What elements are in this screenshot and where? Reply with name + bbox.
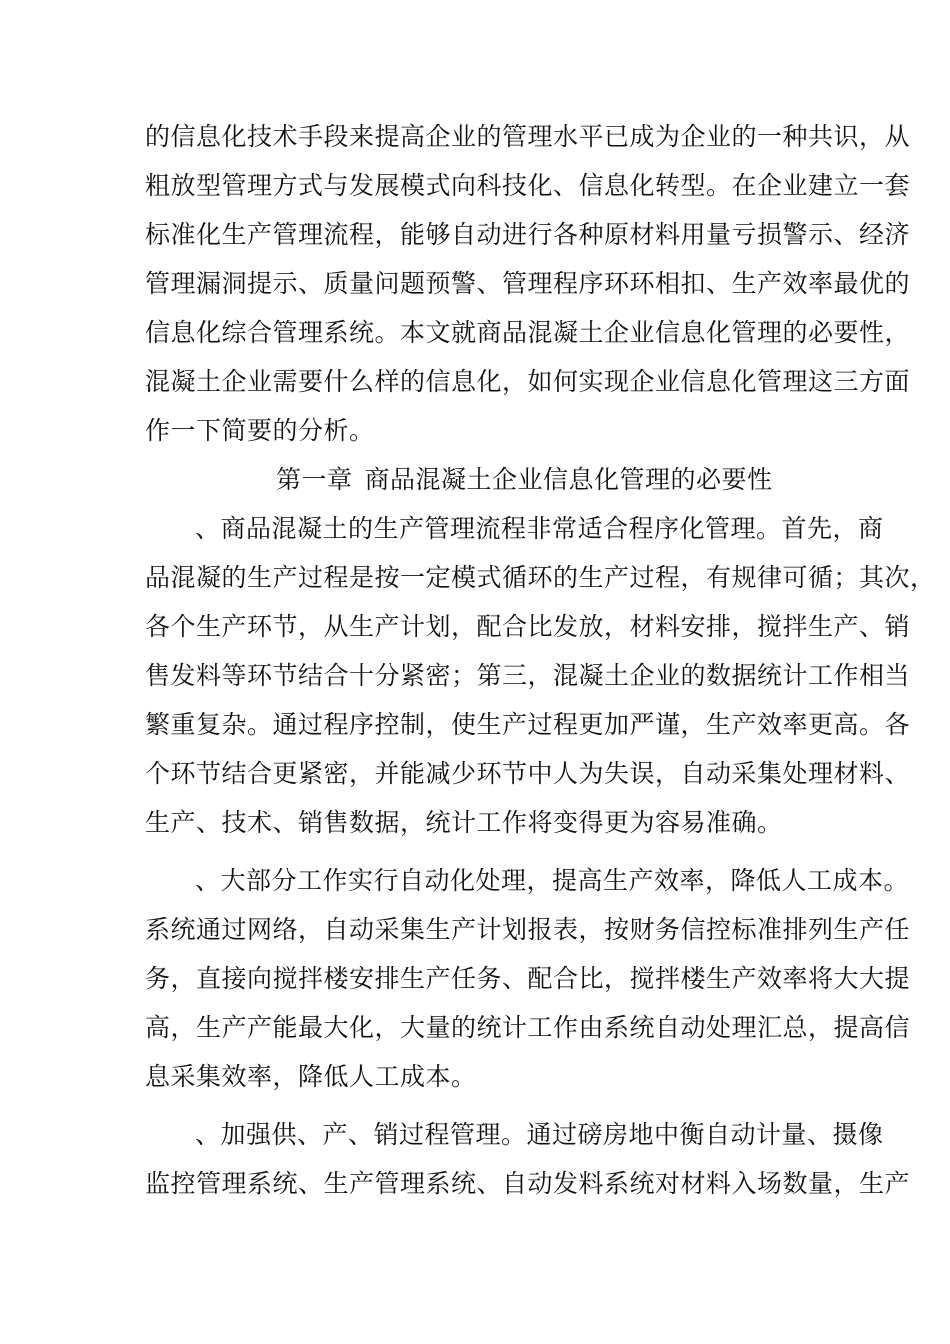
intro-line: 标准化生产管理流程，能够自动进行各种原材料用量亏损警示、经济	[145, 220, 911, 249]
paragraph-line: 系统通过网络，自动采集生产计划报表，按财务信控标准排列生产任	[145, 915, 911, 944]
chapter-title: 商品混凝土企业信息化管理的必要性	[364, 465, 773, 494]
paragraph-1	[145, 504, 936, 847]
paragraph-line: 、商品混凝土的生产管理流程非常适合程序化管理。首先，商	[195, 514, 884, 543]
intro-paragraph	[145, 112, 911, 455]
paragraph-line: 生产、技术、销售数据，统计工作将变得更为容易准确。	[145, 808, 783, 837]
intro-line: 粗放型管理方式与发展模式向科技化、信息化转型。在企业建立一套	[145, 171, 911, 200]
paragraph-line: 繁重复杂。通过程序控制，使生产过程更加严谨，生产效率更高。各	[145, 710, 911, 739]
intro-line: 信息化综合管理系统。本文就商品混凝土企业信息化管理的必要性，	[145, 318, 911, 347]
intro-line: 的信息化技术手段来提高企业的管理水平已成为企业的一种共识，从	[145, 122, 911, 151]
paragraph-line: 品混凝的生产过程是按一定模式循环的生产过程，有规律可循；其次，	[145, 563, 936, 592]
paragraph-2	[145, 856, 911, 1101]
paragraph-line: 息采集效率，降低人工成本。	[145, 1062, 477, 1091]
intro-line: 混凝土企业需要什么样的信息化，如何实现企业信息化管理这三方面	[145, 367, 911, 396]
paragraph-line: 高，生产产能最大化，大量的统计工作由系统自动处理汇总，提高信	[145, 1013, 911, 1042]
intro-line: 管理漏洞提示、质量问题预警、管理程序环环相扣、生产效率最优的	[145, 269, 911, 298]
chapter-number: 第一章	[276, 465, 353, 494]
paragraph-line: 、加强供、产、销过程管理。通过磅房地中衡自动计量、摄像	[195, 1120, 884, 1149]
paragraph-3	[145, 1110, 911, 1208]
paragraph-line: 各个生产环节，从生产计划，配合比发放，材料安排，搅拌生产、销	[145, 612, 911, 641]
intro-line: 作一下简要的分析。	[145, 416, 375, 445]
paragraph-line: 、大部分工作实行自动化处理，提高生产效率，降低人工成本。	[195, 866, 910, 895]
paragraph-line: 个环节结合更紧密，并能减少环节中人为失误，自动采集处理材料、	[145, 759, 911, 788]
paragraph-line: 售发料等环节结合十分紧密；第三，混凝土企业的数据统计工作相当	[145, 661, 911, 690]
document-body	[145, 112, 936, 1208]
chapter-heading	[145, 455, 811, 504]
paragraph-line: 务，直接向搅拌楼安排生产任务、配合比，搅拌楼生产效率将大大提	[145, 964, 911, 993]
paragraph-line: 监控管理系统、生产管理系统、自动发料系统对材料入场数量，生产	[145, 1169, 911, 1198]
